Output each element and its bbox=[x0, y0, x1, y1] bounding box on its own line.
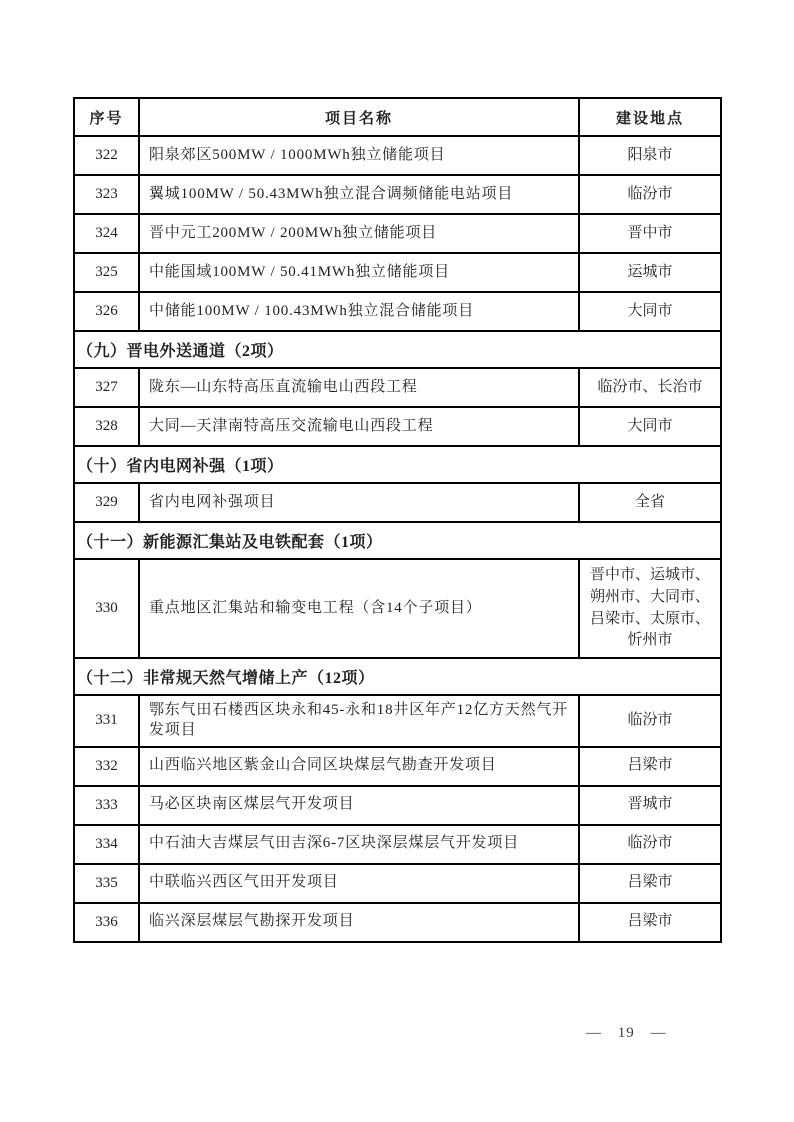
construction-location: 晋城市 bbox=[579, 786, 721, 825]
row-sequence-number: 334 bbox=[74, 825, 139, 864]
project-name: 晋中元工200MW / 200MWh独立储能项目 bbox=[139, 214, 579, 253]
construction-location: 阳泉市 bbox=[579, 136, 721, 175]
row-sequence-number: 326 bbox=[74, 292, 139, 331]
row-sequence-number: 329 bbox=[74, 483, 139, 522]
construction-location: 吕梁市 bbox=[579, 747, 721, 786]
table-row bbox=[74, 786, 721, 825]
section-header-row bbox=[74, 446, 721, 483]
construction-location: 临汾市、长治市 bbox=[579, 368, 721, 407]
construction-location: 全省 bbox=[579, 483, 721, 522]
projects-table bbox=[73, 97, 722, 943]
project-name: 山西临兴地区紫金山合同区块煤层气勘查开发项目 bbox=[139, 747, 579, 786]
construction-location: 吕梁市 bbox=[579, 903, 721, 942]
table-row bbox=[74, 214, 721, 253]
section-title: （十）省内电网补强（1项） bbox=[74, 446, 721, 483]
table-row bbox=[74, 136, 721, 175]
table-row bbox=[74, 483, 721, 522]
page-number: — 19 — bbox=[586, 1025, 667, 1041]
table-row bbox=[74, 407, 721, 446]
project-name: 临兴深层煤层气勘探开发项目 bbox=[139, 903, 579, 942]
table-row bbox=[74, 175, 721, 214]
section-title: （十一）新能源汇集站及电铁配套（1项） bbox=[74, 522, 721, 559]
project-name: 中石油大吉煤层气田吉深6-7区块深层煤层气开发项目 bbox=[139, 825, 579, 864]
project-name: 陇东—山东特高压直流输电山西段工程 bbox=[139, 368, 579, 407]
row-sequence-number: 333 bbox=[74, 786, 139, 825]
header-sequence-number: 序号 bbox=[74, 98, 139, 136]
table-row bbox=[74, 559, 721, 658]
project-name: 大同—天津南特高压交流输电山西段工程 bbox=[139, 407, 579, 446]
project-name: 省内电网补强项目 bbox=[139, 483, 579, 522]
construction-location: 晋中市、运城市、朔州市、大同市、吕梁市、太原市、忻州市 bbox=[579, 559, 721, 658]
row-sequence-number: 335 bbox=[74, 864, 139, 903]
row-sequence-number: 325 bbox=[74, 253, 139, 292]
construction-location: 临汾市 bbox=[579, 175, 721, 214]
section-header-row bbox=[74, 658, 721, 695]
section-header-row bbox=[74, 522, 721, 559]
row-sequence-number: 322 bbox=[74, 136, 139, 175]
table-row bbox=[74, 747, 721, 786]
table-header-row bbox=[74, 98, 721, 136]
construction-location: 大同市 bbox=[579, 407, 721, 446]
table-row bbox=[74, 368, 721, 407]
row-sequence-number: 327 bbox=[74, 368, 139, 407]
row-sequence-number: 330 bbox=[74, 559, 139, 658]
table-row bbox=[74, 864, 721, 903]
construction-location: 临汾市 bbox=[579, 825, 721, 864]
table-row bbox=[74, 695, 721, 747]
construction-location: 大同市 bbox=[579, 292, 721, 331]
construction-location: 晋中市 bbox=[579, 214, 721, 253]
section-header-row bbox=[74, 331, 721, 368]
table-row bbox=[74, 903, 721, 942]
project-name: 马必区块南区煤层气开发项目 bbox=[139, 786, 579, 825]
table-row bbox=[74, 253, 721, 292]
row-sequence-number: 324 bbox=[74, 214, 139, 253]
table-row bbox=[74, 825, 721, 864]
section-title: （九）晋电外送通道（2项） bbox=[74, 331, 721, 368]
project-name: 阳泉郊区500MW / 1000MWh独立储能项目 bbox=[139, 136, 579, 175]
row-sequence-number: 328 bbox=[74, 407, 139, 446]
construction-location: 运城市 bbox=[579, 253, 721, 292]
section-title: （十二）非常规天然气增储上产（12项） bbox=[74, 658, 721, 695]
row-sequence-number: 323 bbox=[74, 175, 139, 214]
row-sequence-number: 332 bbox=[74, 747, 139, 786]
header-project-name: 项目名称 bbox=[139, 98, 579, 136]
project-name: 中联临兴西区气田开发项目 bbox=[139, 864, 579, 903]
project-name: 中能国域100MW / 50.41MWh独立储能项目 bbox=[139, 253, 579, 292]
row-sequence-number: 336 bbox=[74, 903, 139, 942]
construction-location: 吕梁市 bbox=[579, 864, 721, 903]
header-construction-location: 建设地点 bbox=[579, 98, 721, 136]
table-row bbox=[74, 292, 721, 331]
project-name: 翼城100MW / 50.43MWh独立混合调频储能电站项目 bbox=[139, 175, 579, 214]
project-name: 中储能100MW / 100.43MWh独立混合储能项目 bbox=[139, 292, 579, 331]
construction-location: 临汾市 bbox=[579, 695, 721, 747]
row-sequence-number: 331 bbox=[74, 695, 139, 747]
project-name: 鄂东气田石楼西区块永和45-永和18井区年产12亿方天然气开发项目 bbox=[139, 695, 579, 747]
project-name: 重点地区汇集站和输变电工程（含14个子项目） bbox=[139, 559, 579, 658]
